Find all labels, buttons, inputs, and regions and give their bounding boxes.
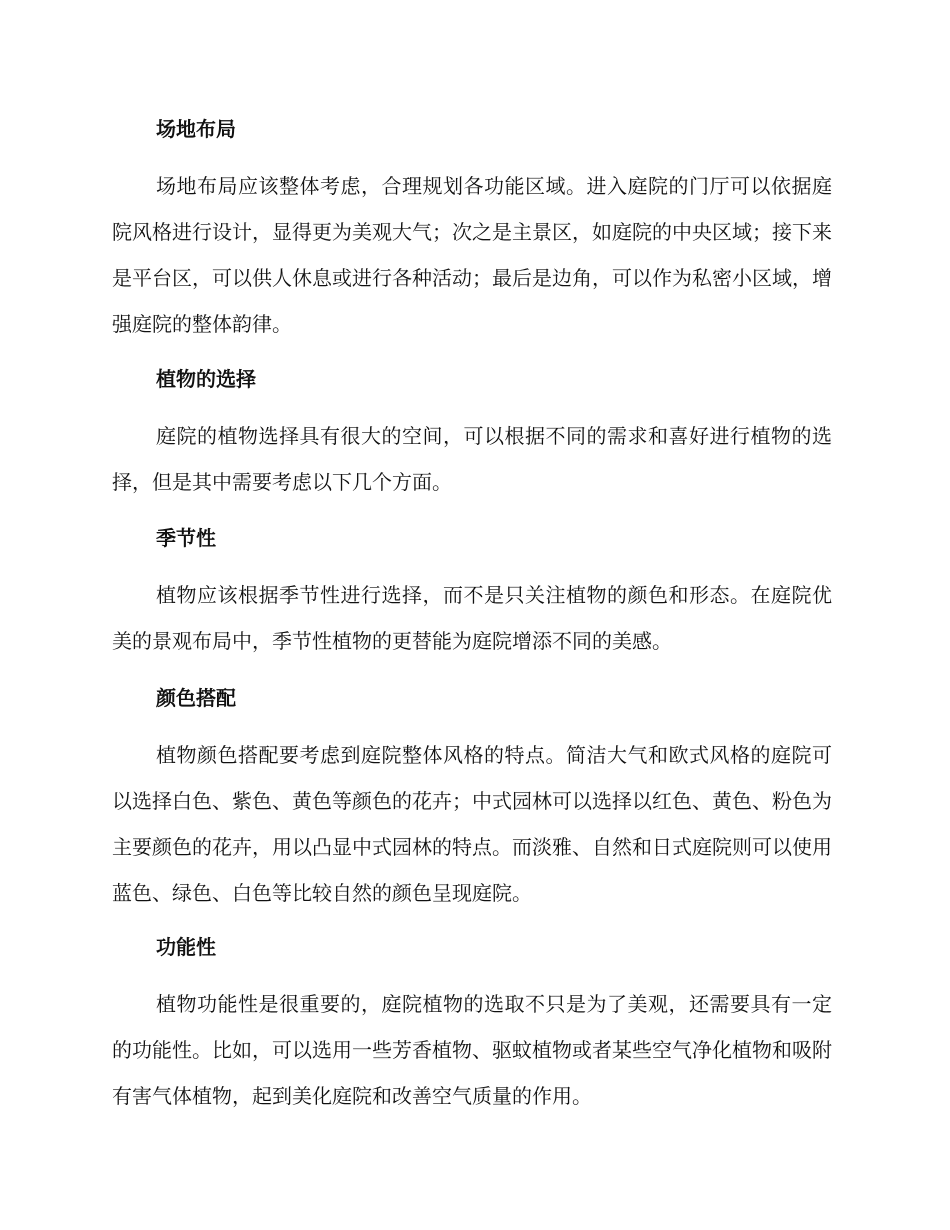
- section-site-layout: [112, 114, 832, 347]
- section-paragraph: 植物功能性是很重要的，庭院植物的选取不只是为了美观，还需要具有一定的功能性。比如，可以选用一些芳香植物、驱蚊植物或者某些空气净化植物和吸附有害气体植物，起到美化庭院和改善空气质量的作用。: [112, 992, 832, 1108]
- section-paragraph: 植物颜色搭配要考虑到庭院整体风格的特点。简洁大气和欧式风格的庭院可以选择白色、紫色、黄色等颜色的花卉；中式园林可以选择以红色、黄色、粉色为主要颜色的花卉，用以凸显中式园林的特点。而淡雅、自然和日式庭院则可以使用蓝色、绿色、白色等比较自然的颜色呈现庭院。: [112, 743, 832, 905]
- section-paragraph: 植物应该根据季节性进行选择，而不是只关注植物的颜色和形态。在庭院优美的景观布局中，季节性植物的更替能为庭院增添不同的美感。: [112, 583, 832, 653]
- section-paragraph: 庭院的植物选择具有很大的空间，可以根据不同的需求和喜好进行植物的选择，但是其中需要考虑以下几个方面。: [112, 424, 832, 494]
- section-paragraph: 场地布局应该整体考虑，合理规划各功能区域。进入庭院的门厅可以依据庭院风格进行设计，显得更为美观大气；次之是主景区，如庭院的中央区域；接下来是平台区，可以供人休息或进行各种活动；最后是边角，可以作为私密小区域，增强庭院的整体韵律。: [112, 174, 832, 336]
- section-functionality: [112, 932, 832, 1119]
- section-heading: 植物的选择: [156, 367, 256, 391]
- section-color-matching: [112, 683, 832, 916]
- section-plant-selection: [112, 364, 832, 505]
- section-heading: 场地布局: [156, 117, 236, 141]
- section-heading: 颜色搭配: [156, 686, 236, 710]
- section-seasonality: [112, 523, 832, 664]
- section-heading: 季节性: [156, 526, 216, 550]
- section-heading: 功能性: [156, 935, 216, 959]
